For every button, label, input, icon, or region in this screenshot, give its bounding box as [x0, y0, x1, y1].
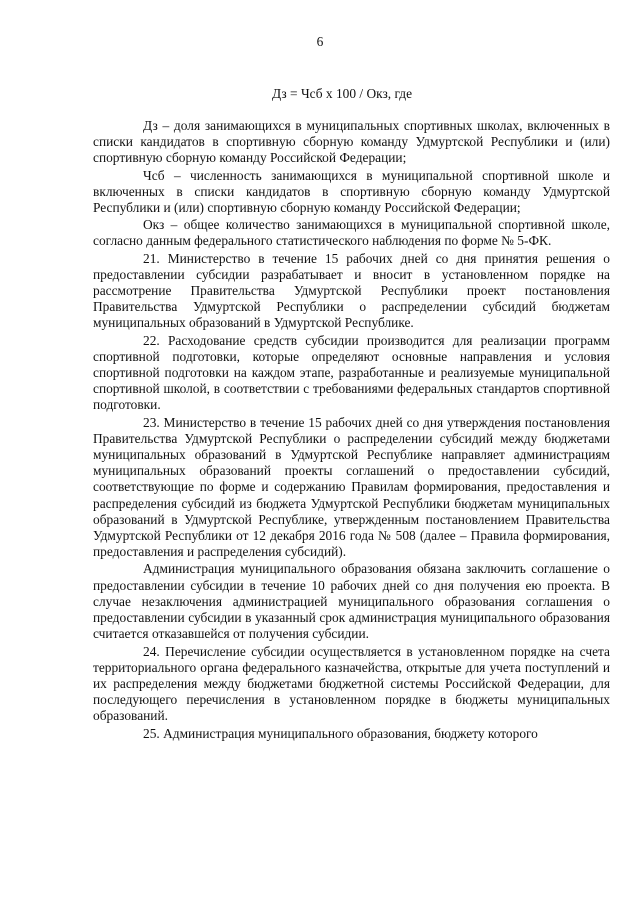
- definition-okz: Окз – общее количество занимающихся в муниципальной спортивной школе, согласно данным федерального статистического наблюдения по форме № 5-ФК.: [93, 217, 610, 249]
- clause-23: 23. Министерство в течение 15 рабочих дней со дня утверждения постановления Правительства Удмуртской Республики о распределении субсидий между бюджетами муниципальных образований в Удмуртской Республике направляет администрациям муниципальных образований проекты соглашений о предоставлении субсидий, соответствующие по форме и содержанию Правилам формирования, предоставления и распределения субсидий из бюджета Удмуртской Республики бюджетам муниципальных образований в Удмуртской Республике, утвержденным постановлением Правительства Удмуртской Республики от 12 декабря 2016 года № 508 (далее – Правила формирования, предоставления и распределения субсидий).: [93, 414, 610, 560]
- definition-chsb: Чсб – численность занимающихся в муниципальной спортивной школе и включенных в списки кандидатов в спортивную сборную команду Удмуртской Республики и (или) спортивную сборную команду Российской Федерации;: [93, 167, 610, 216]
- clause-25: 25. Администрация муниципального образования, бюджету которого: [143, 725, 538, 741]
- formula: Дз = Чсб х 100 / Окз, где: [271, 86, 413, 101]
- definition-dz: Дз – доля занимающихся в муниципальных спортивных школах, включенных в списки кандидатов в спортивную сборную команду Удмуртской Республики и (или) спортивную сборную команду Российской Федерации;: [93, 118, 610, 166]
- clause-21: 21. Министерство в течение 15 рабочих дней со дня принятия решения о предоставлении субсидии разрабатывает и вносит в установленном порядке на рассмотрение Правительства Удмуртской Республики проект постановления Правительства Удмуртской Республики о распределении субсидий бюджетам муниципальных образований в Удмуртской Республике.: [93, 250, 610, 331]
- clause-23-continuation: Администрация муниципального образования обязана заключить соглашение о предоставлении субсидии в течение 10 рабочих дней со дня получения ею проекта. В случае незаключения администрацией муниципального образования соглашения о предоставлении субсидии в указанный срок администрация муниципального образования считается отказавшейся от получения субсидии.: [93, 561, 610, 642]
- clause-22: 22. Расходование средств субсидии производится для реализации программ спортивной подготовки, которые определяют основные направления и условия спортивной подготовки на каждом этапе, разработанные и реализуемые муниципальной спортивной школой, в соответствии с требованиями федеральных стандартов спортивной подготовки.: [93, 332, 610, 413]
- document-body: [93, 118, 610, 742]
- clause-24: 24. Перечисление субсидии осуществляется в установленном порядке на счета территориального органа федерального казначейства, открытые для учета поступлений и их распределения между бюджетами бюджетной системы Российской Федерации, для последующего перечисления в установленном порядке в бюджеты муниципальных образований.: [93, 643, 610, 724]
- page-number: 6: [316, 34, 324, 49]
